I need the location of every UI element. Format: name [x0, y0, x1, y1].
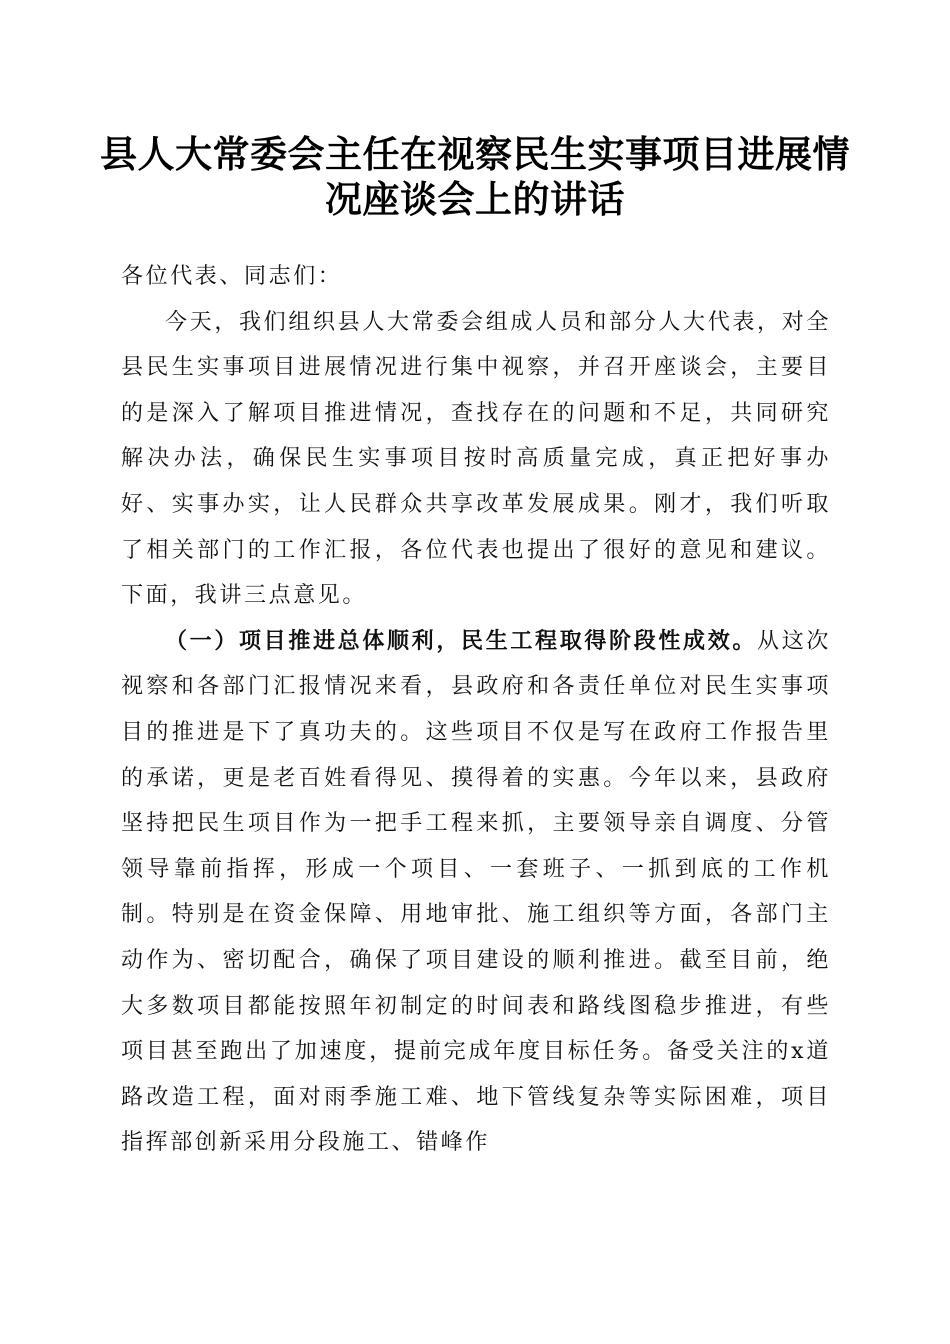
document-title: 县人大常委会主任在视察民生实事项目进展情况座谈会上的讲话 [100, 132, 850, 221]
paragraph-intro: 今天，我们组织县人大常委会组成人员和部分人大代表，对全县民生实事项目进展情况进行集中视察，并召开座谈会，主要目的是深入了解项目推进情况，查找存在的问题和不足，共同研究解决办法，确保民生实事项目按时高质量完成，真正把好事办好、实事办实，让人民群众共享改革发展成果。刚才，我们听取了相关部门的工作汇报，各位代表也提出了很好的意见和建议。下面，我讲三点意见。 [121, 309, 831, 609]
greeting-line: 各位代表、同志们： [121, 264, 343, 289]
section-1-heading: （一）项目推进总体顺利，民生工程取得阶段性成效。 [165, 627, 758, 654]
section-1-body: 从这次视察和各部门汇报情况来看，县政府和各责任单位对民生实事项目的推进是下了真功夫的。这些项目不仅是写在政府工作报告里的承诺，更是老百姓看得见、摸得着的实惠。今年以来，县政府坚持把民生项目作为一把手工程来抓，主要领导亲自调度、分管领导靠前指挥，形成一个项目、一套班子、一抓到底的工作机制。特别是在资金保障、用地审批、施工组织等方面，各部门主动作为、密切配合，确保了项目建设的顺利推进。截至目前，绝大多数项目都能按照年初制定的时间表和路线图稳步推进，有些项目甚至跑出了加速度，提前完成年度目标任务。备受关注的x道路改造工程，面对雨季施工难、地下管线复杂等实际困难，项目指挥部创新采用分段施工、错峰作 [121, 628, 831, 1156]
document-body [121, 254, 831, 1166]
paragraph-section-1 [121, 619, 831, 1166]
